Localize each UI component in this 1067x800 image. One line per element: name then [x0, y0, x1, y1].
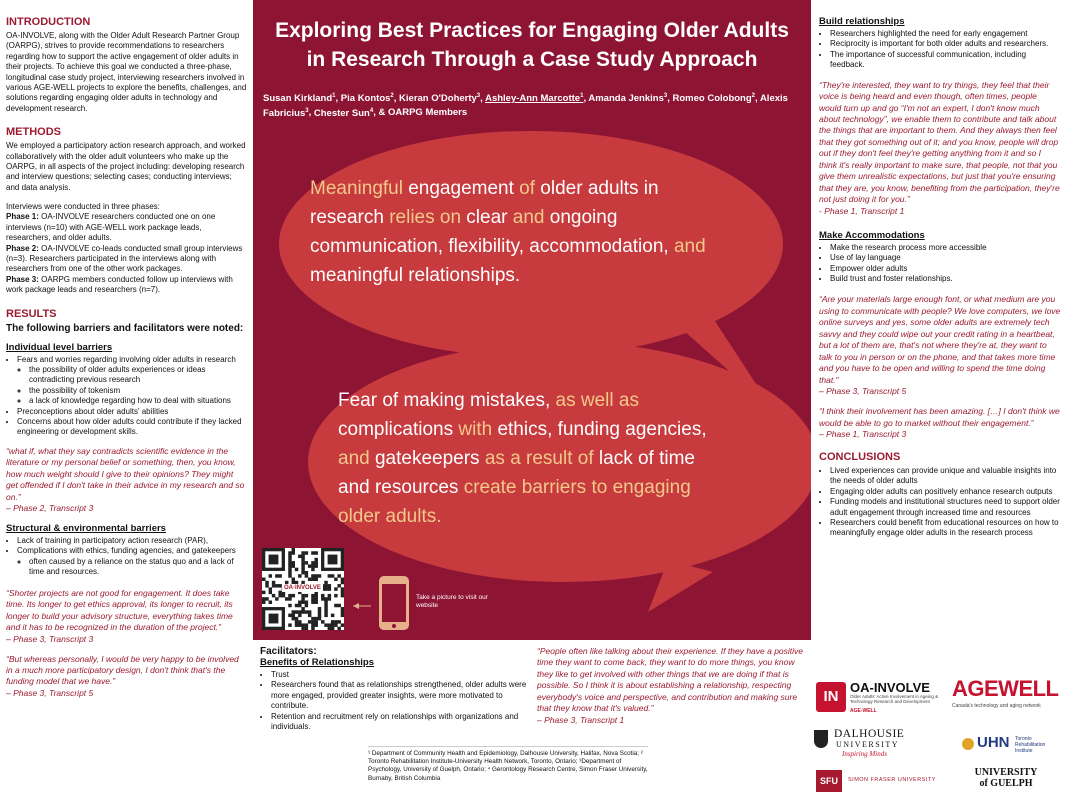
structural-barriers-list: [6, 536, 247, 578]
bubble-plain-text: complications: [338, 418, 459, 440]
uhn-mark-icon: [962, 738, 974, 750]
oa-involve-name: OA-INVOLVE: [850, 680, 930, 695]
build-relationships-list: [819, 29, 1061, 71]
guelph-logo: [966, 767, 1046, 795]
affiliations: ¹ Department of Community Health and Epidemiology, Dalhousie University, Halifax, Nova Scotia; ² Toronto Rehabilitation Institute-University Health Network, Toronto, Ontario; ³Department of Psychology, University of Guelph, Ontario; ⁴ Gerontology Research Centre, Simon Fraser University, Burnaby, British Columbia: [368, 746, 648, 783]
list-item: • Empower older adults: [830, 264, 1061, 274]
list-item: • Lack of training in participatory action research (PAR),: [17, 536, 247, 546]
uhn-logo: [962, 734, 1062, 758]
introduction-text: OA-INVOLVE, along with the Older Adult Research Partner Group (OARPG), strives to provide recommendations to researchers regarding how to support the active engagement of older adults in their projects. To achieve this goal we conducted a three-phase, longitudinal case study project, interviewing researchers involved in various AGE-WELL projects to explore the benefits, challenges, and solutions regarding engaging older adults in technology and development research.: [6, 31, 247, 113]
author-affiliation-number: 2: [751, 93, 755, 99]
results-heading: RESULTS: [6, 307, 57, 320]
sfu-mark: SFU: [816, 770, 842, 792]
list-item: ◦ the possibility of older adults experiences or ideas contradicting previous research: [29, 365, 247, 386]
bubble-highlight-text: older adults.: [338, 505, 442, 527]
accommodations-heading: Make Accommodations: [819, 229, 925, 241]
bubble-highlight-text: as well as: [555, 390, 639, 411]
bubble-highlight-text: of: [519, 178, 536, 199]
guelph-line-2: of GUELPH: [979, 778, 1033, 789]
author-name: Pia Kontos$^2$: [340, 93, 394, 105]
poster-title: Exploring Best Practices for Engaging Older Adults in Research Through a Case Study Approach: [275, 19, 789, 72]
right-column: [811, 0, 1067, 539]
list-item: • Use of lay language: [830, 253, 1061, 263]
agewell-name: AGEWELL: [952, 676, 1059, 701]
list-item: • Engaging older adults can positively enhance research outputs: [830, 487, 1061, 497]
introduction-section: [6, 16, 247, 114]
facilitators-quote-source: – Phase 3, Transcript 1: [537, 714, 625, 725]
phone-icon: [353, 572, 413, 636]
structural-barriers-heading: Structural & environmental barriers: [6, 523, 166, 535]
sfu-tagline: SIMON FRASER UNIVERSITY: [848, 777, 936, 783]
list-item: • Researchers could benefit from educational resources on how to meaningfully engage older adults in the research process: [830, 518, 1061, 539]
list-item: • Lived experiences can provide unique and valuable insights into the needs of older adults: [830, 466, 1061, 487]
methods-heading: METHODS: [6, 126, 61, 139]
author-name: Kieran O'Doherty$^3$: [399, 93, 481, 105]
results-quote-3-source: – Phase 3, Transcript 5: [6, 687, 94, 698]
author-affiliation-number: 3: [476, 93, 481, 99]
accommodations-quote-2-source: – Phase 1, Transcript 3: [819, 428, 907, 439]
uhn-tagline: Toronto Rehabilitation Institute: [1015, 736, 1046, 754]
author-name: Amanda Jenkins$^3$: [588, 93, 668, 105]
author-name: Chester Sun$^4$: [313, 107, 374, 119]
methods-phase-1: Phase 1: OA-INVOLVE researchers conducted one on one interviews (n=10) with AGE-WELL work package leads, researchers, and older adults.: [6, 212, 216, 243]
accommodations-quote-1-source: – Phase 3, Transcript 5: [819, 386, 907, 397]
author-list: Susan Kirkland$^1$, Pia Kontos$^2$, Kieran O'Doherty$^3$, Ashley-Ann Marcotte$^1$, Amanda Jenkins$^3$, Romeo Colobong$^2$, Alexis Fabricius$^3$, Chester Sun$^4$, & OARPG Members: [263, 93, 788, 119]
results-quote-2: “Shorter projects are not good for engagement. It does take time. Its longer to get ethics approval, its longer to recruit, its longer to build your advisory structure, everything takes time and it has to be recognized in the duration of the project.”: [6, 587, 233, 633]
list-item: • Complications with ethics, funding agencies, and gatekeepers ◦ often caused by a reliance on the status quo and a lack of time and resources.: [17, 546, 247, 577]
dalhousie-crest-icon: [814, 730, 828, 748]
list-item: • Concerns about how older adults could contribute if they lacked engineering or development skills.: [17, 417, 247, 438]
list-item: • Make the research process more accessible: [830, 243, 1061, 253]
individual-barriers-heading: Individual level barriers: [6, 341, 113, 353]
author-affiliation-number: 3: [663, 93, 668, 99]
accommodations-list: [819, 243, 1061, 285]
methods-text: We employed a participatory action research approach, and worked collaboratively with the older adult volunteers who make up the OARPG, in all aspects of the project including: developing research and interview questions; selecting cases; conducting interviews; and data analysis.: [6, 141, 246, 192]
accommodations-quote-1: “Are your materials large enough font, or what medium are you using to communicate with people? We love computers, we love online surveys and yes, some older adults are extremely tech savvy and they could wipe out your credit rating in a heartbeat, but a lot of them are, that's not where they're at, they want to talk to you in person or on the phone, and that takes more time and you have to be open and willing to spend the time doing that.": [819, 294, 1061, 385]
bubble-plain-text: lack of time: [593, 447, 695, 469]
methods-section: [6, 126, 247, 295]
bubble-highlight-text: and: [338, 447, 370, 469]
bubble-plain-text: engagement: [402, 178, 520, 199]
list-item: • Researchers highlighted the need for early engagement: [830, 29, 1061, 39]
qr-note: Take a picture to visit our website: [416, 594, 488, 610]
dalhousie-name: DALHOUSIE: [834, 728, 905, 740]
accommodations-quote-2: “I think their involvement has been amazing. […] I don't think we would be able to go to market without their engagement.”: [819, 406, 1060, 428]
author-affiliation-number: 1: [332, 93, 336, 99]
results-quote-1: “what if, what they say contradicts scientific evidence in the literature or my personal belief or something, then, you know, how much weight should I give to their opinions? They might get offended if I don't take in their advice in my research and so on.”: [6, 445, 245, 502]
facilitators-section: [260, 646, 530, 732]
qr-code-label: OA·INVOLVE: [284, 585, 321, 591]
agewell-tagline: Canada's technology and aging network: [952, 703, 1041, 709]
bubble-highlight-text: with: [458, 418, 493, 440]
list-item: • Preconceptions about older adults' abilities: [17, 407, 247, 417]
list-item: • Fears and worries regarding involving older adults in research ◦ the possibility of older adults experiences or ideas contradicting previous research ◦ the possibility of tokenism ◦ a lack of knowledge regarding how to deal with situations: [17, 355, 247, 407]
bubble-highlight-text: and: [673, 235, 706, 257]
bubble-plain-text: and resources: [338, 476, 464, 498]
guelph-line-1: UNIVERSITY: [974, 767, 1038, 778]
bubble-plain-text: gatekeepers: [369, 447, 485, 469]
list-item: • Build trust and foster relationships.: [830, 274, 1061, 284]
bubble-plain-text: meaningful relationships.: [310, 264, 521, 286]
results-intro: The following barriers and facilitators were noted:: [6, 322, 244, 334]
author-affiliation-number: 1: [580, 93, 584, 99]
agewell-logo: [952, 678, 1062, 720]
bubble-plain-text: research: [310, 206, 390, 228]
author-affiliation-number: 3: [305, 107, 309, 114]
bubble-plain-text: clear: [461, 206, 513, 228]
bubble-highlight-text: Meaningful: [310, 178, 403, 199]
dalhousie-sub: UNIVERSITY: [836, 740, 899, 749]
author-affiliation-number: 2: [390, 93, 394, 99]
list-item: • Researchers found that as relationships strengthened, older adults were more engaged, provided greater insights, were more motivated to contribute.: [271, 680, 530, 711]
oa-involve-sub: AGE-WELL: [850, 708, 877, 714]
speech-bubbles: [253, 0, 811, 640]
results-section: [6, 308, 247, 698]
sfu-logo: [816, 768, 936, 794]
conclusions-list: [819, 466, 1061, 539]
oa-involve-tagline: Older Adults' Active Involvement in Ageing & Technology Research and Development: [850, 694, 939, 704]
facilitators-subheading: Benefits of Relationships: [260, 657, 375, 668]
individual-barriers-list: [6, 355, 247, 438]
center-panel: [253, 0, 811, 640]
bubble-1-text: [310, 175, 780, 291]
methods-phases-intro: Interviews were conducted in three phases:: [6, 202, 160, 212]
results-quote-1-source: – Phase 2, Transcript 3: [6, 503, 94, 514]
results-quote-2-source: – Phase 3, Transcript 3: [6, 633, 94, 644]
list-item: ◦ a lack of knowledge regarding how to deal with situations: [29, 396, 247, 406]
methods-phase-2: Phase 2: OA-INVOLVE co-leads conducted small group interviews (n=3). Researchers participated in the interviews along with researchers from one of the other work packages.: [6, 243, 243, 274]
list-item: ◦ the possibility of tokenism: [29, 386, 247, 396]
bubble-highlight-text: as a result of: [484, 447, 594, 469]
bubble-2-text: [338, 387, 808, 531]
author-name: Romeo Colobong$^2$: [672, 93, 755, 105]
author-name: Ashley-Ann Marcotte$^1$: [485, 93, 584, 105]
list-item: ◦ often caused by a reliance on the status quo and a lack of time and resources.: [29, 557, 247, 578]
methods-phase-3: Phase 3: OARPG members conducted follow up interviews with work package leads and researchers (n=7).: [6, 274, 233, 295]
oa-involve-logo: [816, 680, 944, 716]
author-affiliation-number: 4: [369, 107, 374, 114]
facilitators-quote: [537, 646, 809, 725]
bubble-plain-text: Fear of making mistakes,: [338, 390, 556, 411]
list-item: • Funding models and institutional structures need to support older adult engagement through increased time and resources: [830, 497, 1061, 518]
author-tail: & OARPG Members: [378, 107, 468, 119]
list-item: • Reciprocity is important for both older adults and researchers.: [830, 39, 1061, 49]
conclusions-heading: CONCLUSIONS: [819, 450, 901, 463]
facilitators-quote-text: “People often like talking about their experience. If they have a positive time they want to come back, they want to do more things, you know they like to get involved with other things that we are doing if that is possible. So I think it is about establishing a relationship, respecting everybody's voice and perspective, and contribution and making sure that they know that it's valued.”: [537, 646, 804, 714]
dalhousie-tagline: Inspiring Minds: [842, 750, 887, 758]
qr-code[interactable]: [262, 548, 344, 630]
uhn-name: UHN: [977, 734, 1010, 751]
left-column: [0, 0, 253, 698]
bubble-highlight-text: and: [512, 206, 545, 228]
facilitators-heading: Facilitators:: [260, 646, 317, 657]
bubble-plain-text: older adults in: [535, 178, 659, 199]
bubble-highlight-text: relies on: [389, 206, 462, 228]
bubble-plain-text: communication, flexibility, accommodation,: [310, 235, 674, 257]
bubble-plain-text: ethics, funding agencies,: [492, 418, 707, 440]
build-relationships-heading: Build relationships: [819, 16, 905, 27]
list-item: • The importance of successful communication, including feedback.: [830, 50, 1061, 71]
build-quote: “They're interested, they want to try things, they feel that their voice is being heard and even though, often times, people would turn up and go “I'm not an expert, I don't know much about technology”, we enable them to contribute and talk about the things that are important to them. And they always then feel that they got something out of it; and you know, people will drop out if they don't feel they're getting anything from it and so I think it's really important to make sure, that people, not that you give them unrealistic expectations, but just that you're ensuring that they are, you know, benefiting from the participation, they're not just doing it for you.”: [819, 79, 1060, 205]
results-quote-3: “But whereas personally, I would be very happy to be involved in a much more participatory design, I don't think that's the funding model that we have.”: [6, 653, 239, 687]
dalhousie-logo: [814, 728, 924, 760]
author-name: Susan Kirkland$^1$: [263, 93, 336, 105]
oa-involve-mark: IN: [816, 682, 846, 712]
list-item: • Retention and recruitment rely on relationships with organizations and individuals.: [271, 712, 530, 733]
author-name: Alexis Fabricius$^3$: [263, 93, 788, 119]
introduction-heading: INTRODUCTION: [6, 16, 91, 28]
build-quote-source: - Phase 1, Transcript 1: [819, 205, 905, 216]
list-item: • Trust: [271, 670, 530, 680]
facilitators-list: [260, 670, 530, 732]
bubble-plain-text: ongoing: [544, 206, 618, 228]
bubble-highlight-text: create barriers to engaging: [463, 476, 691, 498]
